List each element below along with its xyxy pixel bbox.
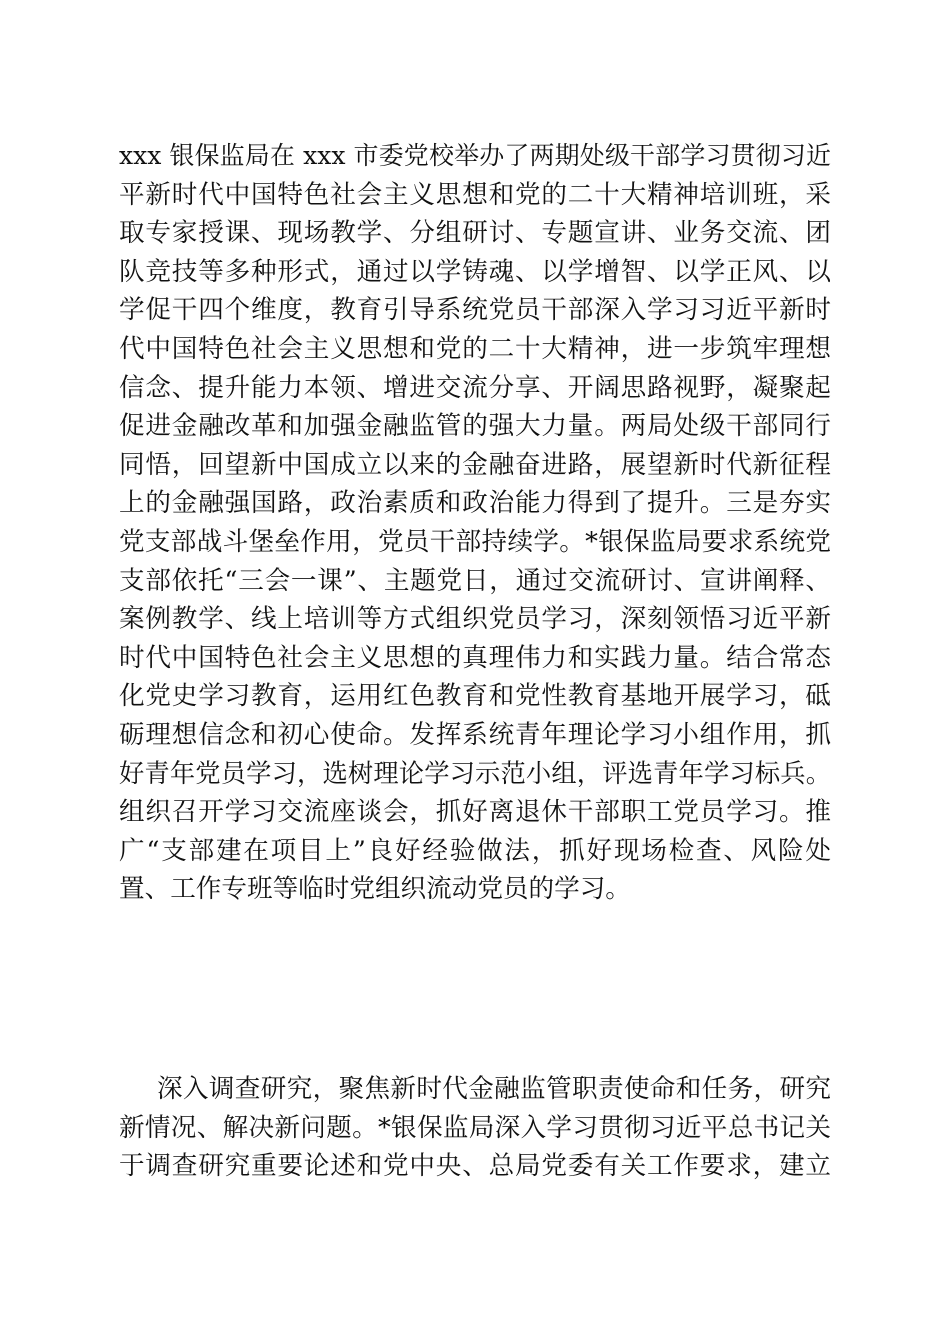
text-line: 时代中国特色社会主义思想的真理伟力和实践力量。结合常态 xyxy=(119,642,831,673)
text-line: 砺理想信念和初心使命。发挥系统青年理论学习小组作用，抓 xyxy=(119,719,831,750)
text-line: xxx 银保监局在 xxx 市委党校举办了两期处级干部学习贯彻习近 xyxy=(119,141,831,170)
text-line: 案例教学、线上培训等方式组织党员学习，深刻领悟习近平新 xyxy=(119,604,831,635)
text-line: 队竞技等多种形式，通过以学铸魂、以学增智、以学正风、以 xyxy=(119,256,831,287)
text-line: 代中国特色社会主义思想和党的二十大精神，进一步筑牢理想 xyxy=(119,333,831,364)
text-line: 平新时代中国特色社会主义思想和党的二十大精神培训班，采 xyxy=(119,179,831,210)
body-paragraph-2 xyxy=(119,1070,831,1186)
text-line: 组织召开学习交流座谈会，抓好离退休干部职工党员学习。推 xyxy=(119,797,831,828)
text-line: 促进金融改革和加强金融监管的强大力量。两局处级干部同行 xyxy=(119,411,831,442)
text-line: 上的金融强国路，政治素质和政治能力得到了提升。三是夯实 xyxy=(119,488,831,519)
text-line: 置、工作专班等临时党组织流动党员的学习。 xyxy=(119,874,631,905)
text-line: 同悟，回望新中国成立以来的金融奋进路，展望新时代新征程 xyxy=(119,449,831,480)
text-line: 新情况、解决新问题。*银保监局深入学习贯彻习近平总书记关 xyxy=(119,1112,831,1143)
text-line: 广“支部建在项目上”良好经验做法，抓好现场检查、风险处 xyxy=(119,835,831,866)
text-line: 好青年党员学习，选树理论学习示范小组，评选青年学习标兵。 xyxy=(119,758,831,788)
text-line: 于调查研究重要论述和党中央、总局党委有关工作要求，建立 xyxy=(119,1151,831,1182)
text-line: 化党史学习教育，运用红色教育和党性教育基地开展学习，砥 xyxy=(119,681,831,712)
text-line: 取专家授课、现场教学、分组研讨、专题宣讲、业务交流、团 xyxy=(119,218,831,249)
text-line: 学促干四个维度，教育引导系统党员干部深入学习习近平新时 xyxy=(119,295,831,326)
text-line: 党支部战斗堡垒作用，党员干部持续学。*银保监局要求系统党 xyxy=(119,526,831,557)
text-line: 深入调查研究，聚焦新时代金融监管职责使命和任务，研究 xyxy=(157,1074,831,1104)
text-line: 信念、提升能力本领、增进交流分享、开阔思路视野，凝聚起 xyxy=(119,372,831,403)
text-line: 支部依托“三会一课”、主题党日，通过交流研讨、宣讲阐释、 xyxy=(119,565,831,596)
body-paragraph-1 xyxy=(119,137,831,909)
